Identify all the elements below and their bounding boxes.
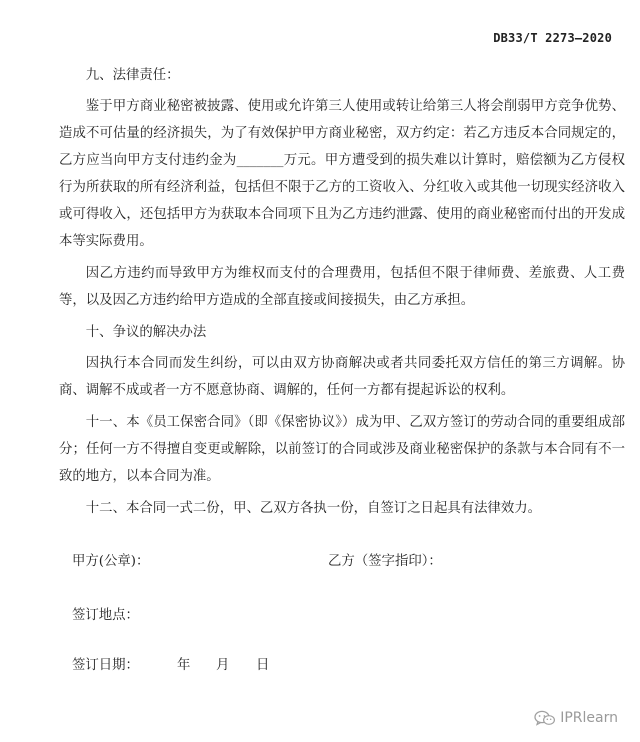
section-heading-dispute: 十、争议的解决办法	[85, 325, 207, 340]
party-a-seal-label: 甲方(公章)：	[72, 554, 150, 569]
wechat-icon	[534, 710, 556, 726]
watermark	[534, 710, 618, 726]
watermark-text: IPRlearn	[560, 710, 618, 726]
signing-date-label: 签订日期：	[72, 658, 139, 673]
party-b-sign-label: 乙方（签字指印）：	[328, 554, 442, 569]
date-month-label: 月	[216, 658, 230, 673]
paragraph-liability-damages: 鉴于甲方商业秘密被披露、使用或允许第三人使用或转让给第三人将会削弱甲方竞争优势、造成不可估量的经济损失，为了有效保护甲方商业秘密，双方约定：若乙方违反本合同规定的，乙方应当向甲方支付违约金为_______万元。甲方遭受到的损失难以计算时，赔偿额为乙方侵权行为所获取的所有经济利益，包括但不限于乙方的工资收入、分红收入或其他一切现实经济收入或可得收入，还包括甲方为获取本合同项下且为乙方违约泄露、使用的商业秘密而付出的开发成本等实际费用。	[59, 99, 625, 249]
section-heading-liability: 九、法律责任：	[85, 68, 180, 83]
paragraph-liability-costs: 因乙方违约而导致甲方为维权而支付的合理费用，包括但不限于律师费、差旅费、人工费等，以及因乙方违约给甲方造成的全部直接或间接损失，由乙方承担。	[59, 266, 625, 308]
paragraph-clause-twelve: 十二、本合同一式二份，甲、乙双方各执一份，自签订之日起具有法律效力。	[85, 501, 542, 516]
signing-place-label: 签订地点：	[72, 608, 139, 623]
paragraph-dispute-resolution: 因执行本合同而发生纠纷，可以由双方协商解决或者共同委托双方信任的第三方调解。协商、调解不成或者一方不愿意协商、调解的，任何一方都有提起诉讼的权利。	[59, 356, 625, 398]
date-day-label: 日	[256, 658, 270, 673]
paragraph-clause-eleven: 十一、本《员工保密合同》（即《保密协议》）成为甲、乙双方签订的劳动合同的重要组成部分；任何一方不得擅自变更或解除，以前签订的合同或涉及商业秘密保护的条款与本合同有不一致的地方，以本合同为准。	[59, 415, 625, 484]
date-year-label: 年	[177, 658, 191, 673]
contract-body	[59, 62, 625, 527]
document-standard-id: DB33/T 2273—2020	[493, 31, 612, 45]
